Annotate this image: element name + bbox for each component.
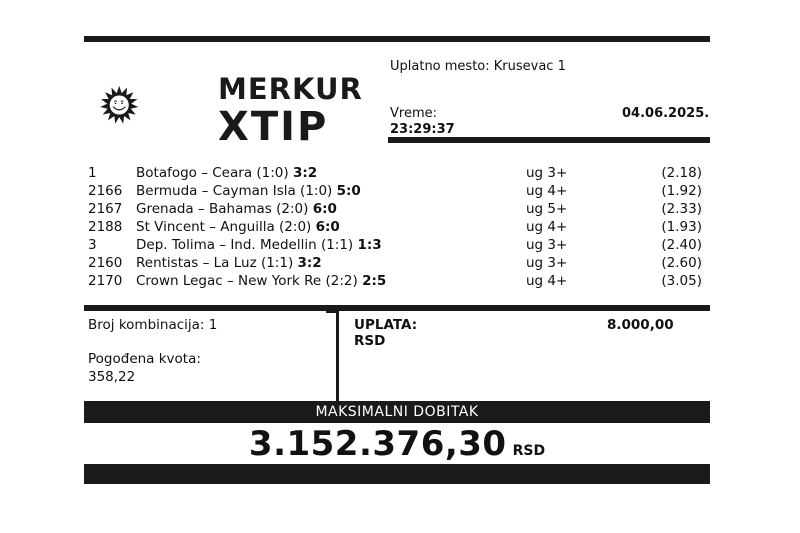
match-description xyxy=(136,200,337,218)
brand-name-xtip: XTIP xyxy=(218,104,329,150)
match-tip: ug 3+ xyxy=(526,237,568,253)
time-label: Vreme: xyxy=(390,106,437,121)
summary-top-bar xyxy=(84,305,710,311)
match-odd: (2.60) xyxy=(661,255,702,271)
match-teams: Dep. Tolima – Ind. Medellin (1:1) xyxy=(136,237,354,253)
match-odd: (1.92) xyxy=(661,183,702,199)
match-score: 6:0 xyxy=(315,219,340,235)
payment-value: 8.000,00 xyxy=(607,317,674,333)
merkur-sun-logo-icon xyxy=(96,58,208,152)
match-score: 3:2 xyxy=(297,255,322,271)
payment-currency: RSD xyxy=(354,333,386,349)
match-score: 5:0 xyxy=(336,183,361,199)
match-odd: (3.05) xyxy=(661,273,702,289)
match-id: 2188 xyxy=(88,219,123,235)
match-description xyxy=(136,254,322,272)
top-bar xyxy=(84,36,710,42)
odds-label: Pogođena kvota: xyxy=(88,351,201,367)
match-id: 2167 xyxy=(88,201,123,217)
match-tip: ug 3+ xyxy=(526,165,568,181)
combinations-label: Broj kombinacija: 1 xyxy=(88,317,218,333)
payment-label: UPLATA: xyxy=(354,317,418,333)
match-tip: ug 4+ xyxy=(526,183,568,199)
match-row xyxy=(88,272,708,290)
max-payout-value: 3.152.376,30 xyxy=(248,424,507,464)
match-tip: ug 5+ xyxy=(526,201,568,217)
match-teams: Rentistas – La Luz (1:1) xyxy=(136,255,294,271)
match-score: 2:5 xyxy=(362,273,387,289)
match-teams: Crown Legac – New York Re (2:2) xyxy=(136,273,358,289)
time-value: 23:29:37 xyxy=(390,122,455,137)
match-description xyxy=(136,218,340,236)
match-id: 2160 xyxy=(88,255,123,271)
summary-tick xyxy=(326,311,336,313)
match-id: 2166 xyxy=(88,183,123,199)
match-description xyxy=(136,164,317,182)
match-id: 2170 xyxy=(88,273,123,289)
match-description xyxy=(136,182,361,200)
match-teams: Grenada – Bahamas (2:0) xyxy=(136,201,309,217)
bottom-bar xyxy=(84,464,710,484)
match-tip: ug 3+ xyxy=(526,255,568,271)
match-tip: ug 4+ xyxy=(526,219,568,235)
match-id: 3 xyxy=(88,237,97,253)
match-odd: (2.40) xyxy=(661,237,702,253)
match-description xyxy=(136,272,386,290)
match-row xyxy=(88,254,708,272)
match-row xyxy=(88,182,708,200)
match-odd: (2.33) xyxy=(661,201,702,217)
summary-vertical-divider xyxy=(336,311,339,401)
max-payout-currency: RSD xyxy=(512,443,546,459)
match-teams: Bermuda – Cayman Isla (1:0) xyxy=(136,183,333,199)
match-id: 1 xyxy=(88,165,97,181)
place-label: Uplatno mesto: Krusevac 1 xyxy=(390,59,566,74)
date-value: 04.06.2025. xyxy=(622,106,710,121)
max-payout-amount xyxy=(84,424,710,464)
match-score: 6:0 xyxy=(312,201,337,217)
match-row xyxy=(88,218,708,236)
match-odd: (2.18) xyxy=(661,165,702,181)
match-odd: (1.93) xyxy=(661,219,702,235)
max-payout-label: MAKSIMALNI DOBITAK xyxy=(315,404,479,420)
match-row xyxy=(88,200,708,218)
odds-value: 358,22 xyxy=(88,369,136,385)
match-row xyxy=(88,236,708,254)
match-row xyxy=(88,164,708,182)
match-teams: Botafogo – Ceara (1:0) xyxy=(136,165,289,181)
match-list xyxy=(88,164,708,290)
brand-name-merkur: MERKUR xyxy=(218,72,363,106)
match-score: 1:3 xyxy=(357,237,382,253)
header-divider xyxy=(388,137,710,143)
match-score: 3:2 xyxy=(292,165,318,181)
match-teams: St Vincent – Anguilla (2:0) xyxy=(136,219,312,235)
match-tip: ug 4+ xyxy=(526,273,568,289)
match-description xyxy=(136,236,382,254)
